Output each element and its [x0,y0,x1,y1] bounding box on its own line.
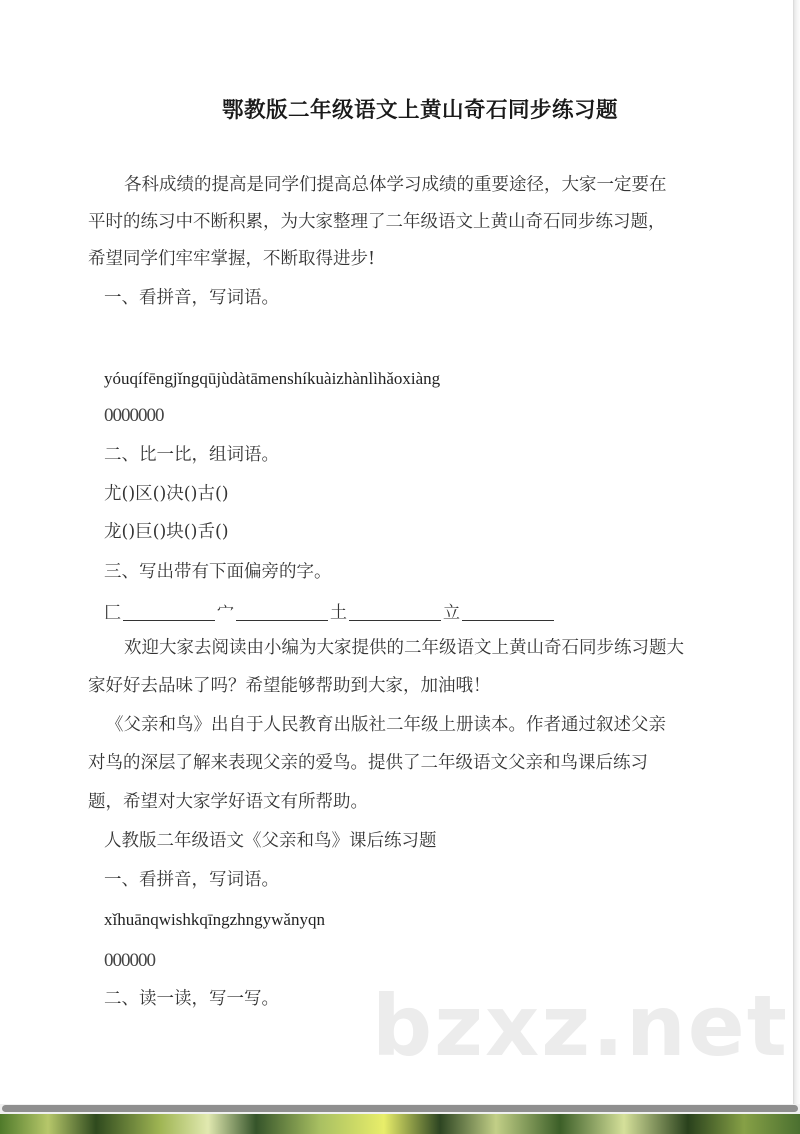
section2-heading: 二、比一比，组词语。 [104,445,279,465]
answer-blank-1 [123,600,215,621]
page-edge [793,0,800,1104]
radical-4: 立 [443,603,460,623]
section1-pinyin: yóuqífēngjǐngqūjùdàtāmenshíkuàizhànlìhǎoxiàng [104,369,441,388]
intro-line-1: 各科成绩的提高是同学们提高总体学习成绩的重要途径，大家一定要在 [124,175,667,195]
answer-blank-3 [349,600,441,621]
closing-line-2: 家好好去品味了吗？希望能够帮助到大家，加油哦！ [88,676,491,696]
section2-row-2: 龙()巨()块()舌() [104,522,229,542]
section3-heading: 三、写出带有下面偏旁的字。 [104,562,332,582]
horizontal-scrollbar[interactable] [0,1104,800,1114]
section1-heading: 一、看拼音，写词语。 [104,288,279,308]
document-title: 鄂教版二年级语文上黄山奇石同步练习题 [221,98,618,123]
watermark: bzxz.net [372,977,789,1075]
radical-blanks [104,598,556,623]
radical-1: 匚 [104,603,121,623]
article2-intro-line-2: 对鸟的深层了解来表现父亲的爱鸟。提供了二年级语文父亲和鸟课后练习 [88,753,648,773]
article2-blanks: 000000 [104,950,155,971]
answer-blank-4 [462,600,554,621]
article2-intro-line-1: 《父亲和鸟》出自于人民教育出版社二年级上册读本。作者通过叙述父亲 [106,715,666,735]
scrollbar-thumb[interactable] [2,1105,798,1112]
section1-blanks: 0000000 [104,405,164,426]
article2-intro-line-3: 题，希望对大家学好语文有所帮助。 [88,792,368,812]
intro-line-3: 希望同学们牢牢掌握，不断取得进步! [88,249,376,269]
radical-2: 宀 [217,603,234,623]
article2-title: 人教版二年级语文《父亲和鸟》课后练习题 [104,831,437,851]
section2-row-1: 尤()区()决()古() [104,484,229,504]
closing-line-1: 欢迎大家去阅读由小编为大家提供的二年级语文上黄山奇石同步练习题大 [124,638,684,658]
intro-line-2: 平时的练习中不断积累，为大家整理了二年级语文上黄山奇石同步练习题， [88,212,666,232]
article2-pinyin: xǐhuānqwishkqīngzhngywǎnyqn [104,910,325,929]
answer-blank-2 [236,600,328,621]
article2-section2-heading: 二、读一读，写一写。 [104,989,279,1009]
background-image-strip [0,1114,800,1134]
article2-section1-heading: 一、看拼音，写词语。 [104,870,279,890]
radical-3: 土 [330,603,347,623]
